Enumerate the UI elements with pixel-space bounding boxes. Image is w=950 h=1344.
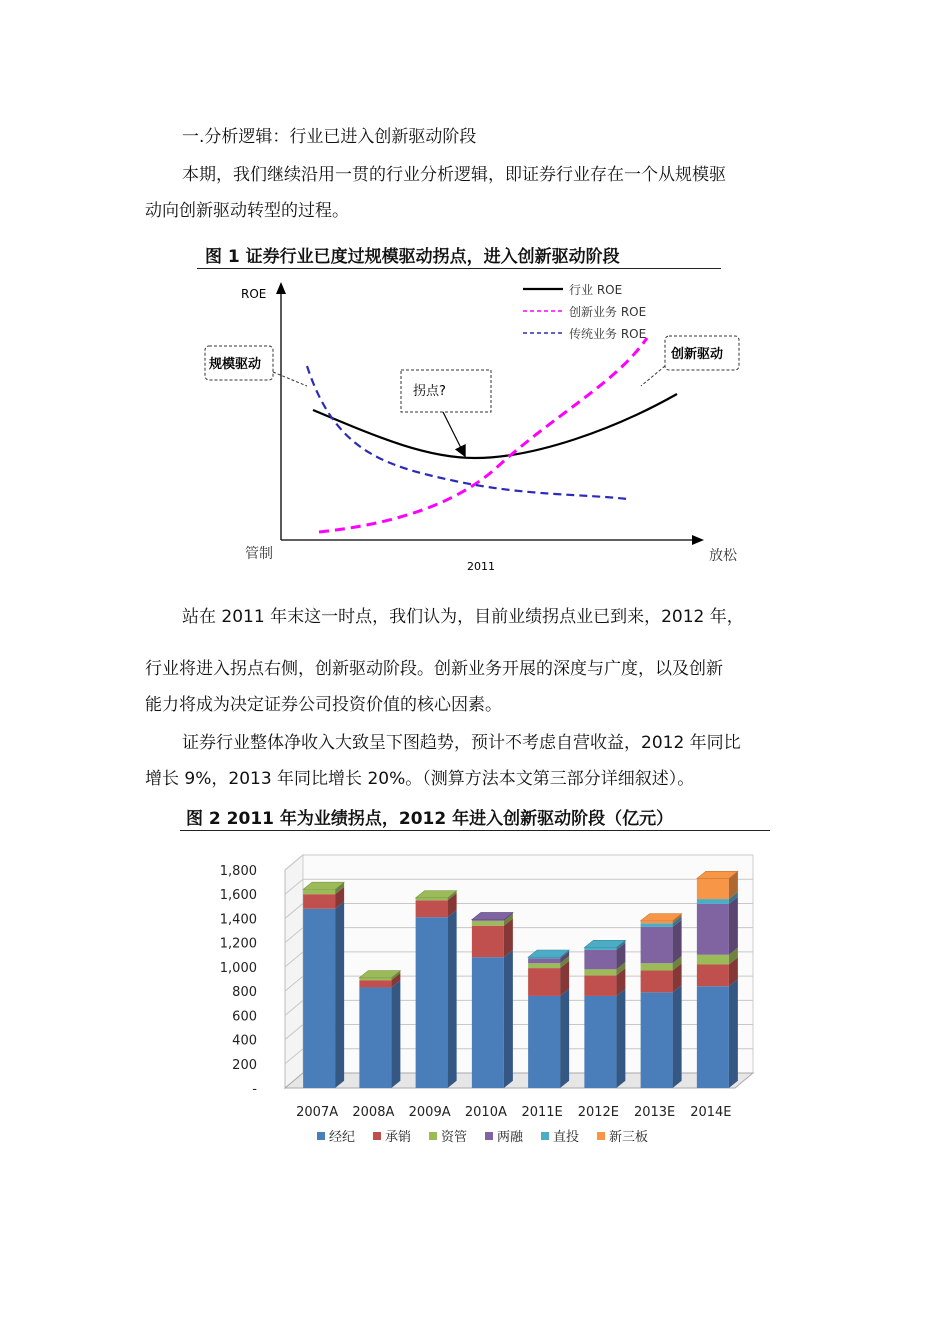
bar-segment [416, 900, 448, 917]
bar-segment [416, 917, 448, 1088]
industry-roe-curve [313, 394, 677, 458]
figure-1-rule [197, 268, 721, 269]
bar-segment [359, 987, 391, 1088]
legend-swatch [597, 1132, 605, 1140]
bar-segment [641, 923, 673, 927]
bar-segment [472, 957, 504, 1088]
legend-swatch [317, 1132, 325, 1140]
legend-label: 直投 [553, 1130, 580, 1145]
legend-industry-label: 行业 ROE [569, 283, 623, 297]
x-tick-label: 2007A [296, 1105, 339, 1120]
callout-innovation-driven-text: 创新驱动 [671, 347, 724, 362]
bar-segment [416, 898, 448, 900]
bar-segment [697, 955, 729, 965]
bar-segment [641, 992, 673, 1088]
y-tick-label: 1,400 [219, 912, 257, 928]
bar-segment [584, 948, 616, 950]
bar-segment [472, 921, 504, 926]
bar-segment [697, 878, 729, 899]
x-tick-label: 2009A [408, 1105, 451, 1120]
callout-scale-driven-text: 规模驱动 [209, 357, 262, 372]
paragraph-2-line-1: 站在 2011 年末这一时点，我们认为，目前业绩拐点业已到来，2012 年， [182, 607, 744, 627]
paragraph-2-line-2: 行业将进入拐点右侧，创新驱动阶段。创新业务开展的深度与广度，以及创新 [145, 659, 723, 679]
legend-label: 两融 [497, 1130, 524, 1145]
bar-segment [697, 986, 729, 1088]
bar-segment [697, 904, 729, 955]
figure-1-caption: 图 1 证券行业已度过规模驱动拐点，进入创新驱动阶段 [205, 247, 620, 267]
x-tick-label: 2013E [633, 1105, 676, 1120]
section-heading: 一.分析逻辑：行业已进入创新驱动阶段 [182, 127, 477, 147]
legend-traditional-label: 传统业务 ROE [569, 327, 647, 341]
legend-label: 承销 [385, 1130, 412, 1145]
bar-segment [584, 969, 616, 975]
bar-segment [359, 980, 391, 987]
paragraph-1-line-1: 本期，我们继续沿用一贯的行业分析逻辑，即证券行业存在一个从规模驱 [182, 165, 726, 185]
paragraph-3-line-2: 增长 9%，2013 年同比增长 20%。（测算方法本文第三部分详细叙述）。 [145, 769, 695, 789]
innovation-roe-curve [319, 338, 647, 532]
y-tick-label: 1,200 [219, 936, 257, 952]
bar-segment [697, 964, 729, 986]
diagram-x-mid-label: 2011 [467, 560, 495, 573]
callout-scale-driven-connector [273, 372, 307, 386]
legend-innovation-label: 创新业务 ROE [569, 305, 647, 319]
figure-1-diagram [195, 274, 760, 584]
callout-inflection-arrow [443, 412, 463, 452]
bar-segment [584, 996, 616, 1088]
bar-segment [641, 963, 673, 970]
bar-segment [303, 889, 335, 894]
bar-segment [528, 968, 560, 996]
y-tick-label: 400 [232, 1033, 257, 1049]
bar-segment-side [729, 979, 738, 1088]
bar-segment [697, 899, 729, 904]
x-tick-label: 2008A [352, 1105, 395, 1120]
bar-segment [359, 978, 391, 980]
bar-segment-side [335, 902, 344, 1088]
chart-floor [285, 1073, 753, 1088]
bar-segment-side [673, 985, 682, 1088]
bar-segment-side [448, 910, 457, 1088]
figure-2-stacked-bar-chart [195, 845, 765, 1160]
chart-side-wall [285, 855, 303, 1088]
bar-segment [641, 927, 673, 963]
diagram-x-right-label: 放松 [709, 548, 737, 564]
bar-segment-side [560, 989, 569, 1088]
y-tick-label: 1,600 [219, 888, 257, 904]
y-tick-label: 1,800 [219, 864, 257, 879]
bar-segment-side [673, 920, 682, 964]
legend-swatch [429, 1132, 437, 1140]
paragraph-2-line-3: 能力将成为决定证券公司投资价值的核心因素。 [145, 695, 502, 715]
bar-segment [528, 958, 560, 963]
figure-2-caption: 图 2 2011 年为业绩拐点，2012 年进入创新驱动阶段（亿元） [186, 809, 674, 829]
paragraph-1-line-2: 动向创新驱动转型的过程。 [145, 201, 349, 221]
legend-label: 新三板 [609, 1130, 649, 1145]
x-tick-label: 2014E [690, 1105, 732, 1120]
callout-inflection-text: 拐点? [413, 384, 446, 399]
legend-swatch [373, 1132, 381, 1140]
bar-segment [641, 971, 673, 993]
figure-2-rule [180, 830, 770, 831]
bar-segment [472, 926, 504, 957]
y-tick-label: - [252, 1082, 257, 1097]
diagram-y-label: ROE [241, 287, 267, 301]
x-tick-label: 2011E [521, 1105, 563, 1120]
bar-segment-side [504, 950, 513, 1088]
diagram-y-arrow [276, 282, 286, 294]
callout-innovation-driven-connector [641, 366, 665, 386]
legend-label: 经纪 [329, 1130, 356, 1145]
y-tick-label: 600 [232, 1009, 257, 1025]
bar-segment [303, 909, 335, 1088]
bar-segment [303, 894, 335, 909]
y-tick-label: 200 [232, 1057, 257, 1073]
x-tick-label: 2010A [464, 1105, 507, 1120]
bar-segment [641, 921, 673, 923]
bar-segment-side [729, 897, 738, 955]
y-tick-label: 1,000 [219, 960, 257, 976]
x-tick-label: 2012E [577, 1105, 620, 1120]
diagram-x-left-label: 管制 [245, 546, 273, 562]
y-tick-label: 800 [232, 985, 257, 1001]
legend-label: 资管 [441, 1130, 468, 1145]
bar-segment-side [391, 980, 400, 1088]
diagram-x-arrow [692, 535, 704, 545]
paragraph-3-line-1: 证券行业整体净收入大致呈下图趋势，预计不考虑自营收益，2012 年同比 [182, 733, 741, 753]
legend-swatch [541, 1132, 549, 1140]
legend-swatch [485, 1132, 493, 1140]
bar-segment [584, 975, 616, 996]
bar-segment [528, 963, 560, 968]
bar-segment-side [616, 989, 625, 1088]
bar-segment [584, 950, 616, 969]
bar-segment [528, 996, 560, 1088]
